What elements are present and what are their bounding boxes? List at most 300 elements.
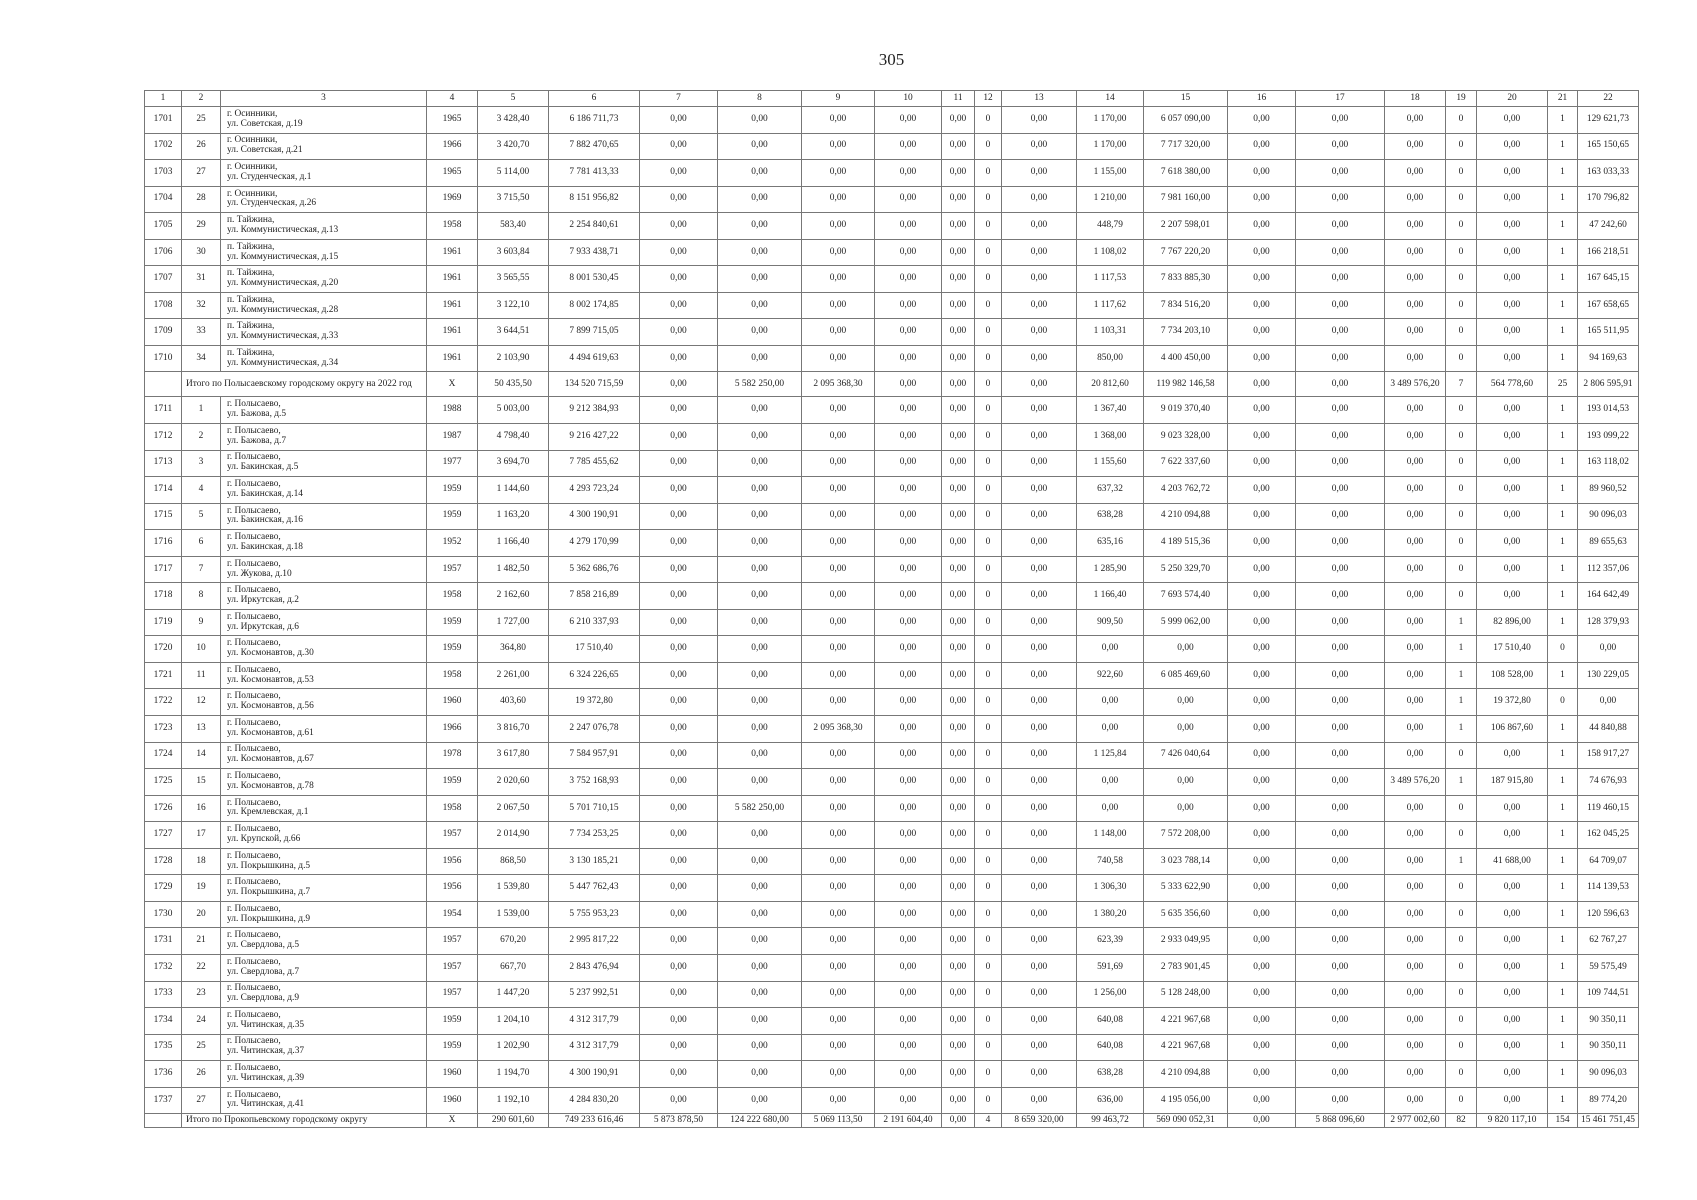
table-cell: 0,00 [942,716,975,743]
table-cell: 1 148,00 [1077,822,1144,849]
table-cell: 0,00 [1002,875,1077,902]
table-cell: 0 [1446,397,1477,424]
table-cell: 0,00 [718,716,802,743]
table-cell: 0,00 [640,424,718,451]
table-cell: 0,00 [802,503,875,530]
table-cell: 6 085 469,60 [1144,662,1228,689]
table-cell: 0,00 [1477,1087,1548,1114]
table-cell: 2 843 476,94 [549,954,640,981]
table-cell: 1 [1548,213,1578,240]
table-cell: 0,00 [1144,689,1228,716]
table-cell: 0,00 [942,186,975,213]
table-cell: 0,00 [942,397,975,424]
table-cell: 4 221 967,68 [1144,1008,1228,1035]
address-cell [221,450,427,477]
row-number: 1732 [145,954,182,981]
table-cell: 0,00 [1228,822,1296,849]
row-number: 1714 [145,477,182,504]
table-cell: 0,00 [1296,292,1385,319]
table-cell: 1 [1446,848,1477,875]
table-cell: 0,00 [718,636,802,663]
table-cell: 0 [1446,292,1477,319]
table-cell: 0,00 [1296,928,1385,955]
table-cell: 0,00 [802,1087,875,1114]
address-city: г. Полысаево, [227,1063,281,1074]
row-index: 9 [182,609,221,636]
table-cell: 0,00 [1385,503,1446,530]
table-cell: 64 709,07 [1578,848,1639,875]
table-cell: 1 [1446,636,1477,663]
table-cell: 0,00 [1228,795,1296,822]
table-cell: 0,00 [1002,1034,1077,1061]
address-cell [221,186,427,213]
table-cell: 0,00 [942,239,975,266]
row-index: 3 [182,450,221,477]
table-cell: 5 003,00 [478,397,549,424]
table-cell: 0,00 [1296,716,1385,743]
header-row [145,91,1639,107]
row-number: 1707 [145,266,182,293]
table-cell: 1 [1548,239,1578,266]
table-cell: 0 [975,133,1002,160]
row-number: 1724 [145,742,182,769]
table-cell: 1 539,00 [478,901,549,928]
table-cell: 0,00 [802,822,875,849]
address-cell [221,477,427,504]
table-cell: 0,00 [1385,319,1446,346]
table-cell: 1 210,00 [1077,186,1144,213]
address-city: г. Полысаево, [227,903,281,914]
table-cell: 0,00 [802,609,875,636]
table-cell: 0,00 [875,1087,942,1114]
table-row [145,954,1639,981]
table-cell: 0,00 [942,769,975,796]
table-cell: 1 144,60 [478,477,549,504]
table-cell: 0,00 [718,609,802,636]
table-cell: 1957 [427,928,478,955]
address-street: ул. Студенческая, д.26 [227,198,317,209]
table-cell: 0,00 [1228,1061,1296,1088]
table-cell: 0,00 [942,107,975,134]
table-cell: 112 357,06 [1578,556,1639,583]
table-cell: 0,00 [1228,981,1296,1008]
table-cell: 3 603,84 [478,239,549,266]
table-cell: 0,00 [640,875,718,902]
table-cell: 364,80 [478,636,549,663]
table-row [145,397,1639,424]
table-row [145,875,1639,902]
table-row [145,239,1639,266]
address-city: г. Полысаево, [227,638,281,649]
table-cell: 0,00 [640,901,718,928]
table-cell: 0,00 [942,1114,975,1128]
table-cell: 635,16 [1077,530,1144,557]
table-cell: 0,00 [1002,186,1077,213]
table-cell: 3 715,50 [478,186,549,213]
table-cell: 0,00 [802,213,875,240]
table-cell: 5 582 250,00 [718,795,802,822]
table-cell: 41 688,00 [1477,848,1548,875]
table-cell: 0,00 [875,689,942,716]
address-street: ул. Коммунистическая, д.13 [227,224,339,235]
table-cell: 0,00 [1477,1061,1548,1088]
table-cell: 0,00 [1477,239,1548,266]
table-cell: 3 752 168,93 [549,769,640,796]
table-cell: 7 [1446,372,1477,397]
table-cell: 0,00 [718,530,802,557]
table-cell: 0,00 [875,901,942,928]
column-header: 16 [1228,91,1296,107]
table-cell: 3 489 576,20 [1385,769,1446,796]
table-cell: 0 [975,503,1002,530]
address-street: ул. Крупской, д.66 [227,833,301,844]
table-cell: 2 806 595,91 [1578,372,1639,397]
table-cell: 0,00 [1228,530,1296,557]
address-cell [221,213,427,240]
table-cell: 0,00 [1385,583,1446,610]
table-cell: 1 [1548,901,1578,928]
row-number: 1731 [145,928,182,955]
address-city: г. Полысаево, [227,558,281,569]
table-cell: 0,00 [718,822,802,849]
table-row [145,503,1639,530]
table-cell: 0,00 [1477,503,1548,530]
address-street: ул. Покрышкина, д.7 [227,887,311,898]
address-cell [221,848,427,875]
table-cell: 0,00 [1578,689,1639,716]
table-cell: 1 155,60 [1077,450,1144,477]
table-cell: 7 734 253,25 [549,822,640,849]
address-street: ул. Бакинская, д.16 [227,515,303,526]
table-cell: 1959 [427,636,478,663]
table-cell: 1 170,00 [1077,107,1144,134]
table-cell: 0,00 [718,503,802,530]
column-header: 11 [942,91,975,107]
table-cell: 1961 [427,239,478,266]
table-cell: 5 362 686,76 [549,556,640,583]
table-cell: 1954 [427,901,478,928]
table-cell: 0 [975,795,1002,822]
table-cell: 0,00 [718,875,802,902]
table-cell: 0,00 [1385,397,1446,424]
table-cell: 0,00 [1296,822,1385,849]
table-cell: 4 210 094,88 [1144,503,1228,530]
table-cell: 109 744,51 [1578,981,1639,1008]
table-cell: 0,00 [718,662,802,689]
table-cell: 0,00 [1477,133,1548,160]
table-row [145,424,1639,451]
table-cell: 0,00 [1385,901,1446,928]
table-cell: 0 [1446,901,1477,928]
table-cell: 0 [1446,160,1477,187]
table-cell: 0 [1446,319,1477,346]
table-cell: 0 [975,769,1002,796]
table-cell: 0,00 [802,689,875,716]
table-cell: 44 840,88 [1578,716,1639,743]
table-cell: 1 [1548,822,1578,849]
table-cell: 0,00 [802,636,875,663]
table-cell: 1 163,20 [478,503,549,530]
table-cell: 0,00 [1077,769,1144,796]
table-cell: 1959 [427,1008,478,1035]
table-cell: 3 694,70 [478,450,549,477]
table-cell: 89 774,20 [1578,1087,1639,1114]
table-cell: 0,00 [1296,662,1385,689]
table-cell: 1 [1548,1034,1578,1061]
table-cell: 0,00 [875,503,942,530]
address-street: ул. Иркутская, д.2 [227,595,299,606]
table-cell: 0 [975,372,1002,397]
table-cell: 0,00 [875,928,942,955]
table-cell: 1 [1548,1008,1578,1035]
table-cell: 0,00 [1077,716,1144,743]
table-cell: 1957 [427,822,478,849]
table-cell: 0 [975,292,1002,319]
table-cell: 0,00 [1002,689,1077,716]
table-cell: 1 [1446,662,1477,689]
address-city: г. Полысаево, [227,983,281,994]
table-cell: 3 420,70 [478,133,549,160]
table-cell: 0,00 [875,636,942,663]
address-cell [221,530,427,557]
table-cell: 9 820 117,10 [1477,1114,1548,1128]
table-cell: 0,00 [1002,319,1077,346]
table-cell: 1 [1548,107,1578,134]
row-index: 2 [182,424,221,451]
table-cell: 0 [975,450,1002,477]
table-cell: 0 [975,556,1002,583]
table-cell: 623,39 [1077,928,1144,955]
row-index: 32 [182,292,221,319]
address-cell [221,397,427,424]
table-cell: 1960 [427,1061,478,1088]
table-cell: 638,28 [1077,1061,1144,1088]
column-header: 2 [182,91,221,107]
table-cell: 0,00 [1296,239,1385,266]
table-cell: 90 096,03 [1578,503,1639,530]
table-cell: 0,00 [1002,928,1077,955]
table-cell: 0,00 [1002,160,1077,187]
table-cell: 0,00 [1228,266,1296,293]
row-number: 1734 [145,1008,182,1035]
table-cell: 0,00 [942,609,975,636]
table-cell: 0,00 [1002,213,1077,240]
table-cell: 0,00 [1296,1087,1385,1114]
address-cell [221,901,427,928]
table-cell: 5 999 062,00 [1144,609,1228,636]
table-cell: 0,00 [718,1034,802,1061]
column-header: 20 [1477,91,1548,107]
table-cell: 134 520 715,59 [549,372,640,397]
table-cell: 62 767,27 [1578,928,1639,955]
column-header: 13 [1002,91,1077,107]
column-header: 14 [1077,91,1144,107]
address-street: ул. Космонавтов, д.67 [227,754,314,765]
table-cell: 1957 [427,954,478,981]
table-cell: 0,00 [942,477,975,504]
table-cell: 1 [1548,503,1578,530]
table-cell: 1959 [427,769,478,796]
table-cell: 0,00 [1296,160,1385,187]
table-cell: 2 977 002,60 [1385,1114,1446,1128]
table-cell: 0,00 [1296,795,1385,822]
table-cell: 0,00 [1228,954,1296,981]
table-row [145,266,1639,293]
table-cell: 0,00 [942,981,975,1008]
table-cell: 1 125,84 [1077,742,1144,769]
table-cell: 0,00 [1296,186,1385,213]
table-cell: 0,00 [640,477,718,504]
table-cell: 0,00 [802,981,875,1008]
table-cell: 0,00 [1477,928,1548,955]
table-cell: 6 210 337,93 [549,609,640,636]
table-cell: 0,00 [802,266,875,293]
table-cell: 0 [1446,1034,1477,1061]
table-cell: 1 [1548,133,1578,160]
total-label: Итого по Прокопьевскому городскому округу [182,1114,427,1128]
table-cell: 1 166,40 [1077,583,1144,610]
table-cell: 8 151 956,82 [549,186,640,213]
address-street: ул. Бакинская, д.14 [227,488,303,499]
row-number: 1706 [145,239,182,266]
table-cell: 0,00 [802,160,875,187]
table-cell: 0,00 [1228,160,1296,187]
table-cell: 0,00 [1477,556,1548,583]
table-cell: 0,00 [1296,689,1385,716]
row-index: 25 [182,107,221,134]
table-cell: 1 202,90 [478,1034,549,1061]
address-street: ул. Коммунистическая, д.34 [227,357,339,368]
table-cell: 0 [975,1008,1002,1035]
table-cell: 1 256,00 [1077,981,1144,1008]
table-cell: 108 528,00 [1477,662,1548,689]
table-cell: 1959 [427,503,478,530]
table-cell: 0,00 [1002,901,1077,928]
table-cell: 0,00 [942,424,975,451]
table-cell: 0,00 [1228,716,1296,743]
address-city: п. Тайжина, [227,321,275,332]
address-street: ул. Советская, д.19 [227,118,303,129]
address-city: г. Полысаево, [227,425,281,436]
table-cell: 0,00 [1385,795,1446,822]
table-cell: 0,00 [1477,742,1548,769]
table-cell: 0,00 [1296,503,1385,530]
address-street: ул. Читинская, д.41 [227,1099,305,1110]
row-index: 27 [182,160,221,187]
row-number: 1730 [145,901,182,928]
column-header: 18 [1385,91,1446,107]
table-cell: 0,00 [1144,795,1228,822]
address-cell [221,107,427,134]
column-header: 9 [802,91,875,107]
table-cell: 90 350,11 [1578,1008,1639,1035]
table-cell: 1956 [427,848,478,875]
table-cell: 0 [1446,928,1477,955]
table-cell: 909,50 [1077,609,1144,636]
table-cell: 1 [1548,186,1578,213]
row-index: 29 [182,213,221,240]
table-cell: 1 [1548,292,1578,319]
address-city: п. Тайжина, [227,268,275,279]
table-cell: 0,00 [1002,822,1077,849]
row-index: 30 [182,239,221,266]
table-row [145,583,1639,610]
table-cell: 0,00 [1296,556,1385,583]
table-cell: 164 642,49 [1578,583,1639,610]
address-cell [221,556,427,583]
table-row [145,345,1639,372]
address-city: г. Полысаево, [227,611,281,622]
row-index: 22 [182,954,221,981]
table-cell: 0,00 [640,133,718,160]
table-cell: 2 067,50 [478,795,549,822]
row-index: 31 [182,266,221,293]
table-cell: 0,00 [1477,345,1548,372]
table-cell: 0 [1446,503,1477,530]
table-cell: 1 [1548,769,1578,796]
table-cell: 0 [975,636,1002,663]
table-cell: 0,00 [718,742,802,769]
table-cell: 0,00 [942,372,975,397]
address-city: г. Полысаево, [227,717,281,728]
table-cell: 0 [975,954,1002,981]
table-cell: 0 [1446,822,1477,849]
row-index: 7 [182,556,221,583]
table-cell: 0 [975,928,1002,955]
row-index: 8 [182,583,221,610]
table-cell: 0,00 [1296,583,1385,610]
table-cell: 0,00 [1228,133,1296,160]
address-cell [221,822,427,849]
address-cell [221,609,427,636]
table-cell: 0,00 [1385,1061,1446,1088]
empty-cell [145,1114,182,1128]
table-cell: 1 [1548,319,1578,346]
table-cell: 5 237 992,51 [549,981,640,1008]
table-cell: 4 [975,1114,1002,1128]
table-cell: 0,00 [1385,954,1446,981]
table-cell: 0,00 [1228,583,1296,610]
table-cell: 1 204,10 [478,1008,549,1035]
table-cell: 0,00 [1296,213,1385,240]
address-city: г. Полысаево, [227,771,281,782]
table-cell: 0,00 [875,107,942,134]
row-index: 18 [182,848,221,875]
table-cell: 0,00 [802,795,875,822]
table-cell: 0 [1446,213,1477,240]
table-cell: 0,00 [1385,1087,1446,1114]
table-cell: 0 [1446,954,1477,981]
table-cell: 0,00 [1385,133,1446,160]
table-cell: 0,00 [640,345,718,372]
table-cell: 9 019 370,40 [1144,397,1228,424]
table-cell: 0,00 [1228,503,1296,530]
table-cell: 7 882 470,65 [549,133,640,160]
table-cell: 0,00 [1002,266,1077,293]
row-number: 1704 [145,186,182,213]
table-cell: 0,00 [875,266,942,293]
row-number: 1705 [145,213,182,240]
table-cell: 2 020,60 [478,769,549,796]
table-cell: 0,00 [942,266,975,293]
address-city: п. Тайжина, [227,347,275,358]
table-cell: 0,00 [802,1008,875,1035]
table-cell: 0,00 [1002,848,1077,875]
table-cell: 99 463,72 [1077,1114,1144,1128]
table-cell: 0,00 [1385,928,1446,955]
table-cell: 4 210 094,88 [1144,1061,1228,1088]
table-cell: 0,00 [1385,107,1446,134]
